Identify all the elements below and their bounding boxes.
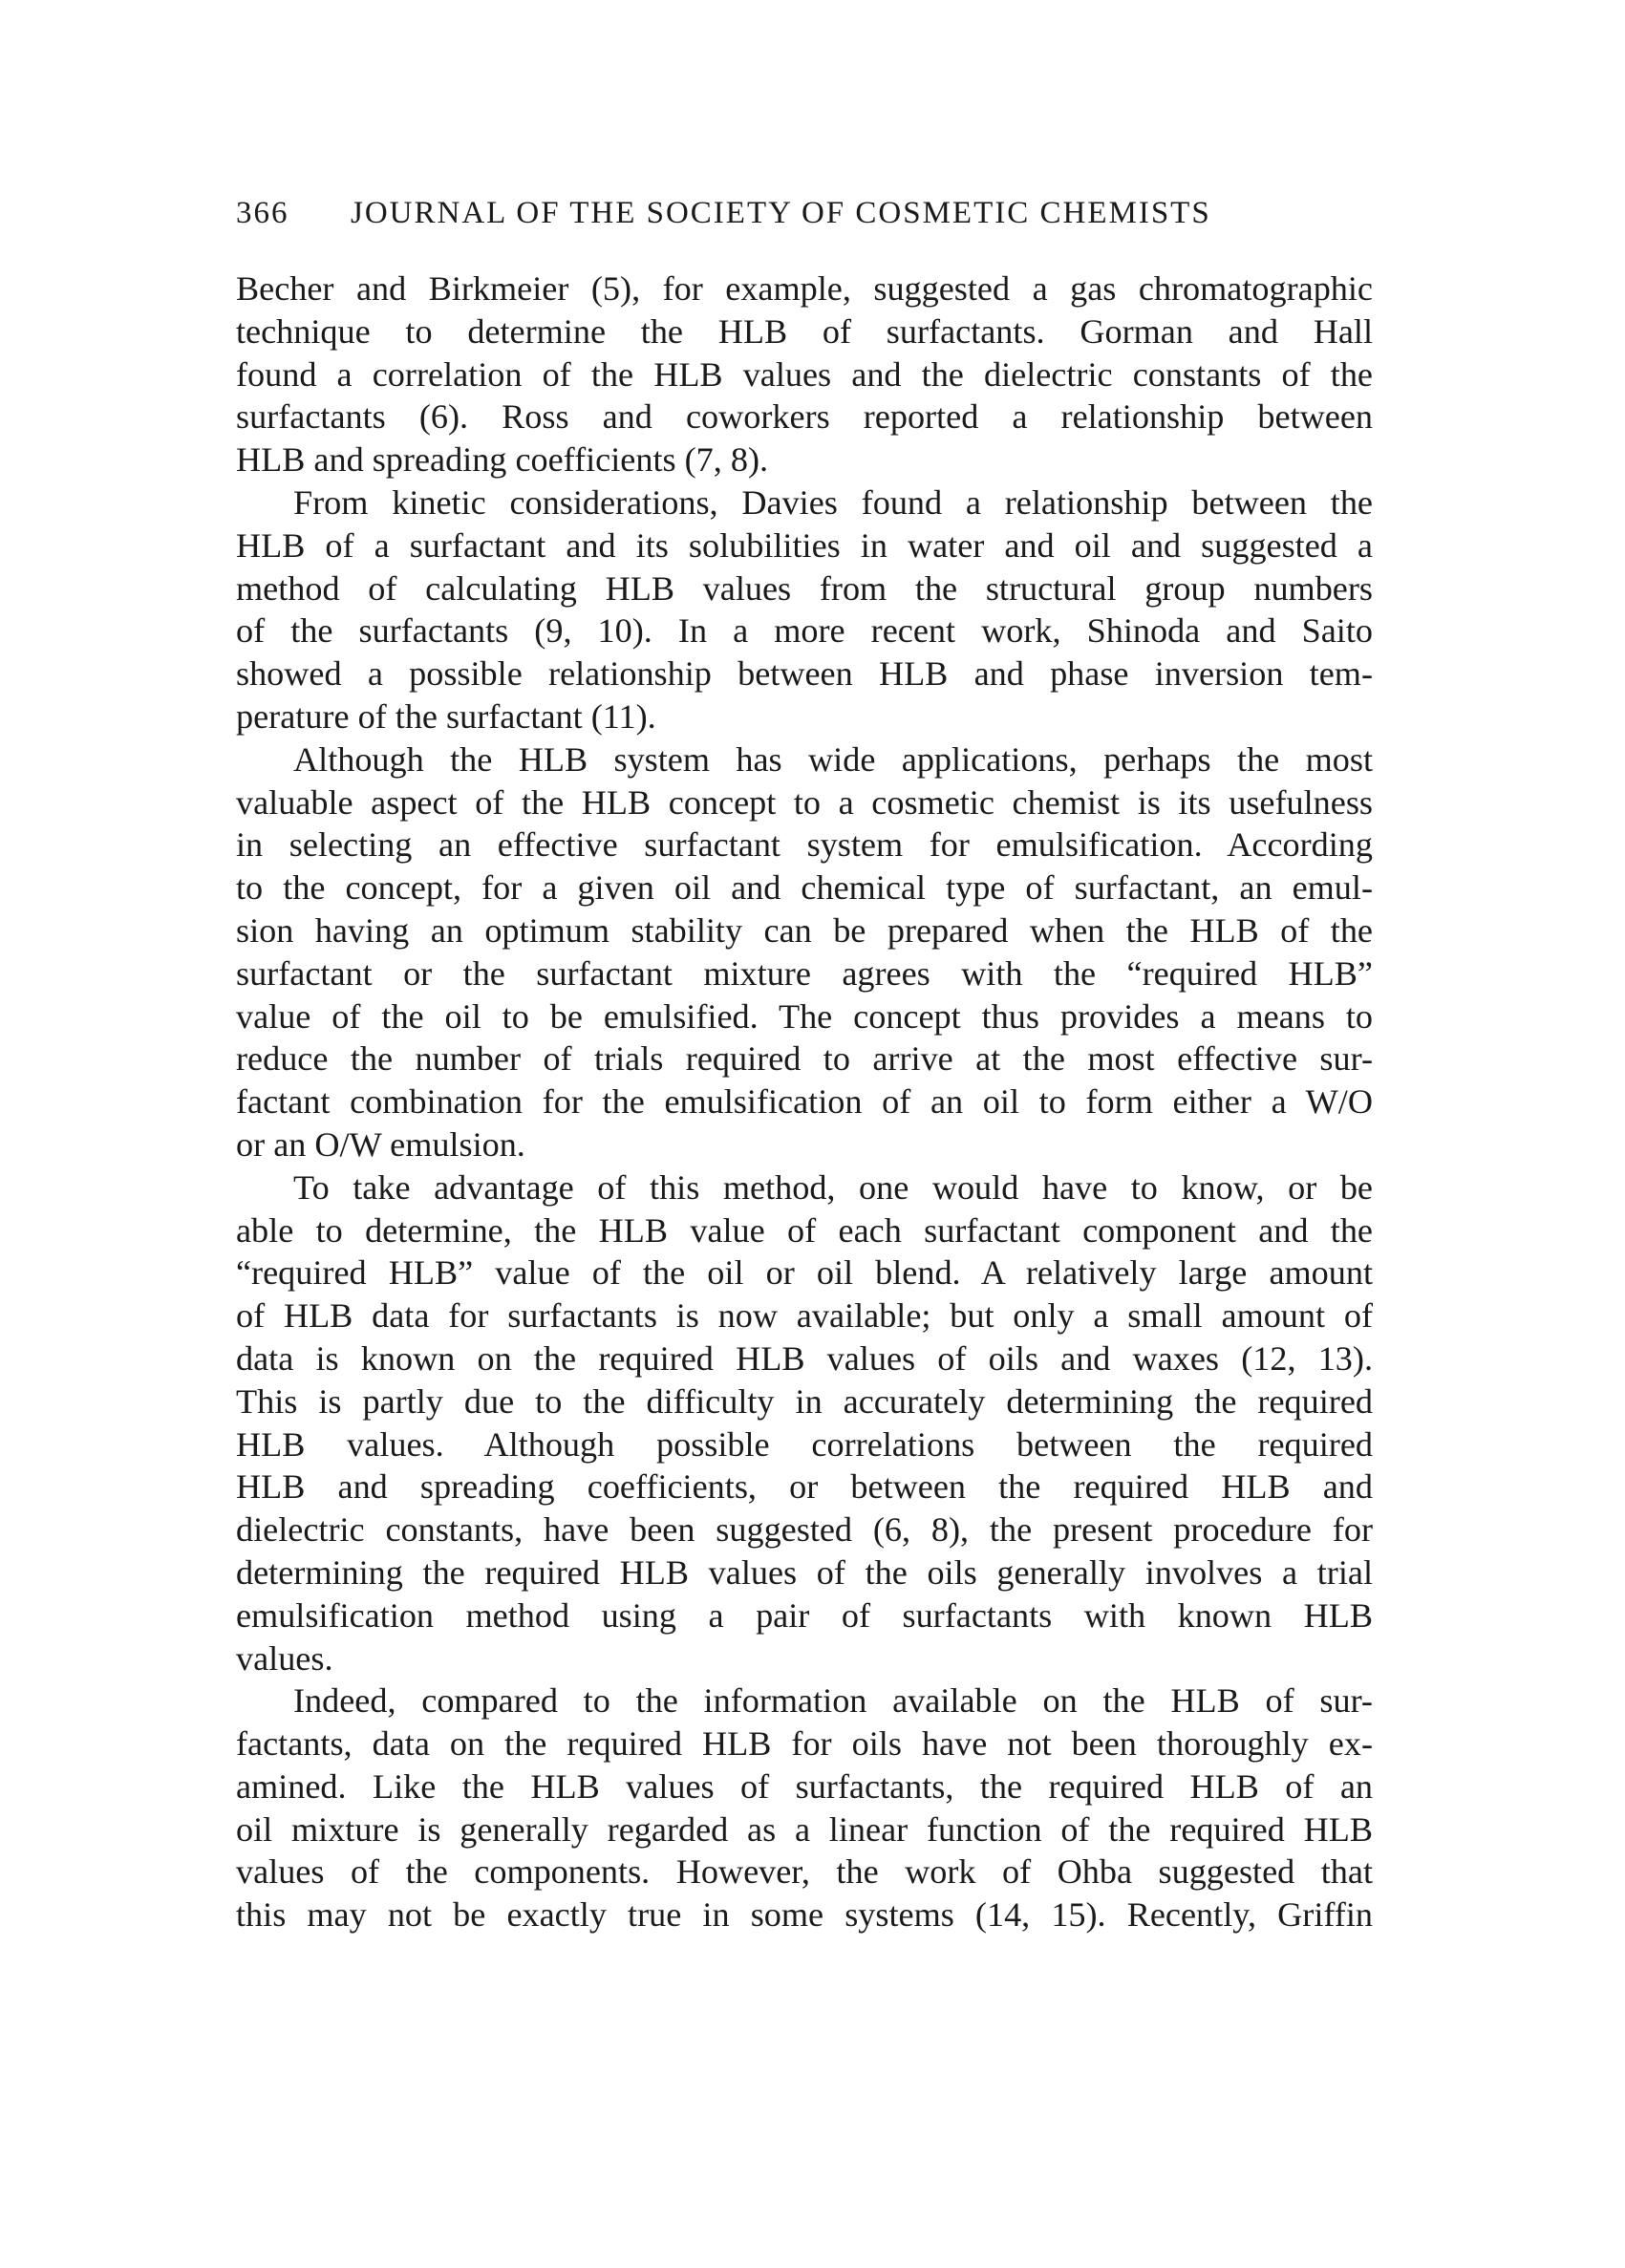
text-line: this may not be exactly true in some systems (14, 15). Recently, Griffin [236,1895,1373,1935]
text-line: “required HLB” value of the oil or oil blend. A relatively large amount [236,1253,1373,1293]
text-line: perature of the surfactant (11). [236,696,656,736]
running-head [236,196,1373,231]
text-line: To take advantage of this method, one would have to know, or be [293,1167,1373,1207]
journal-title: JOURNAL OF THE SOCIETY OF COSMETIC CHEMISTS [351,196,1211,230]
text-line: showed a possible relationship between HLB and phase inversion tem- [236,654,1373,694]
text-line: This is partly due to the difficulty in accurately determining the required [236,1381,1373,1421]
text-line: oil mixture is generally regarded as a linear function of the required HLB [236,1809,1373,1849]
text-line: sion having an optimum stability can be prepared when the HLB of the [236,910,1373,950]
text-line: HLB and spreading coefficients (7, 8). [236,440,769,480]
body-text [236,267,1373,1936]
text-line: surfactant or the surfactant mixture agrees with the “required HLB” [236,953,1373,993]
paragraph [236,267,1373,481]
text-line: found a correlation of the HLB values and the dielectric constants of the [236,354,1373,394]
text-line: determining the required HLB values of the oils generally involves a trial [236,1552,1373,1592]
text-line: amined. Like the HLB values of surfactants, the required HLB of an [236,1766,1373,1806]
text-line: factant combination for the emulsification of an oil to form either a W/O [236,1082,1373,1122]
paragraph [236,1166,1373,1680]
paragraph [236,1680,1373,1936]
paragraph [236,481,1373,738]
text-line: surfactants (6). Ross and coworkers reported a relationship between [236,397,1373,437]
text-line: reduce the number of trials required to arrive at the most effective sur- [236,1039,1373,1079]
text-line: HLB of a surfactant and its solubilities in water and oil and suggested a [236,525,1373,565]
text-line: or an O/W emulsion. [236,1124,525,1164]
text-line: of the surfactants (9, 10). In a more recent work, Shinoda and Saito [236,611,1373,651]
text-line: valuable aspect of the HLB concept to a cosmetic chemist is its usefulness [236,782,1373,822]
text-line: From kinetic considerations, Davies found a relationship between the [293,482,1373,522]
text-line: HLB and spreading coefficients, or between the required HLB and [236,1467,1373,1507]
page-number: 366 [236,196,289,230]
text-line: method of calculating HLB values from the structural group numbers [236,568,1373,608]
paragraph [236,738,1373,1166]
text-line: able to determine, the HLB value of each surfactant component and the [236,1210,1373,1250]
text-line: Although the HLB system has wide applications, perhaps the most [293,739,1373,779]
text-line: data is known on the required HLB values of oils and waxes (12, 13). [236,1338,1373,1378]
text-line: Becher and Birkmeier (5), for example, suggested a gas chromatographic [236,269,1373,308]
text-line: values of the components. However, the work of Ohba suggested that [236,1852,1373,1892]
text-line: technique to determine the HLB of surfactants. Gorman and Hall [236,311,1373,351]
text-line: value of the oil to be emulsified. The concept thus provides a means to [236,996,1373,1036]
text-line: emulsification method using a pair of surfactants with known HLB [236,1595,1373,1635]
text-line: values. [236,1638,333,1678]
text-line: to the concept, for a given oil and chemical type of surfactant, an emul- [236,868,1373,908]
text-line: of HLB data for surfactants is now available; but only a small amount of [236,1296,1373,1336]
text-line: in selecting an effective surfactant system for emulsification. According [236,825,1373,865]
text-line: factants, data on the required HLB for oils have not been thoroughly ex- [236,1724,1373,1764]
text-line: HLB values. Although possible correlations between the required [236,1424,1373,1464]
text-line: Indeed, compared to the information available on the HLB of sur- [293,1681,1373,1721]
text-line: dielectric constants, have been suggested (6, 8), the present procedure for [236,1510,1373,1550]
